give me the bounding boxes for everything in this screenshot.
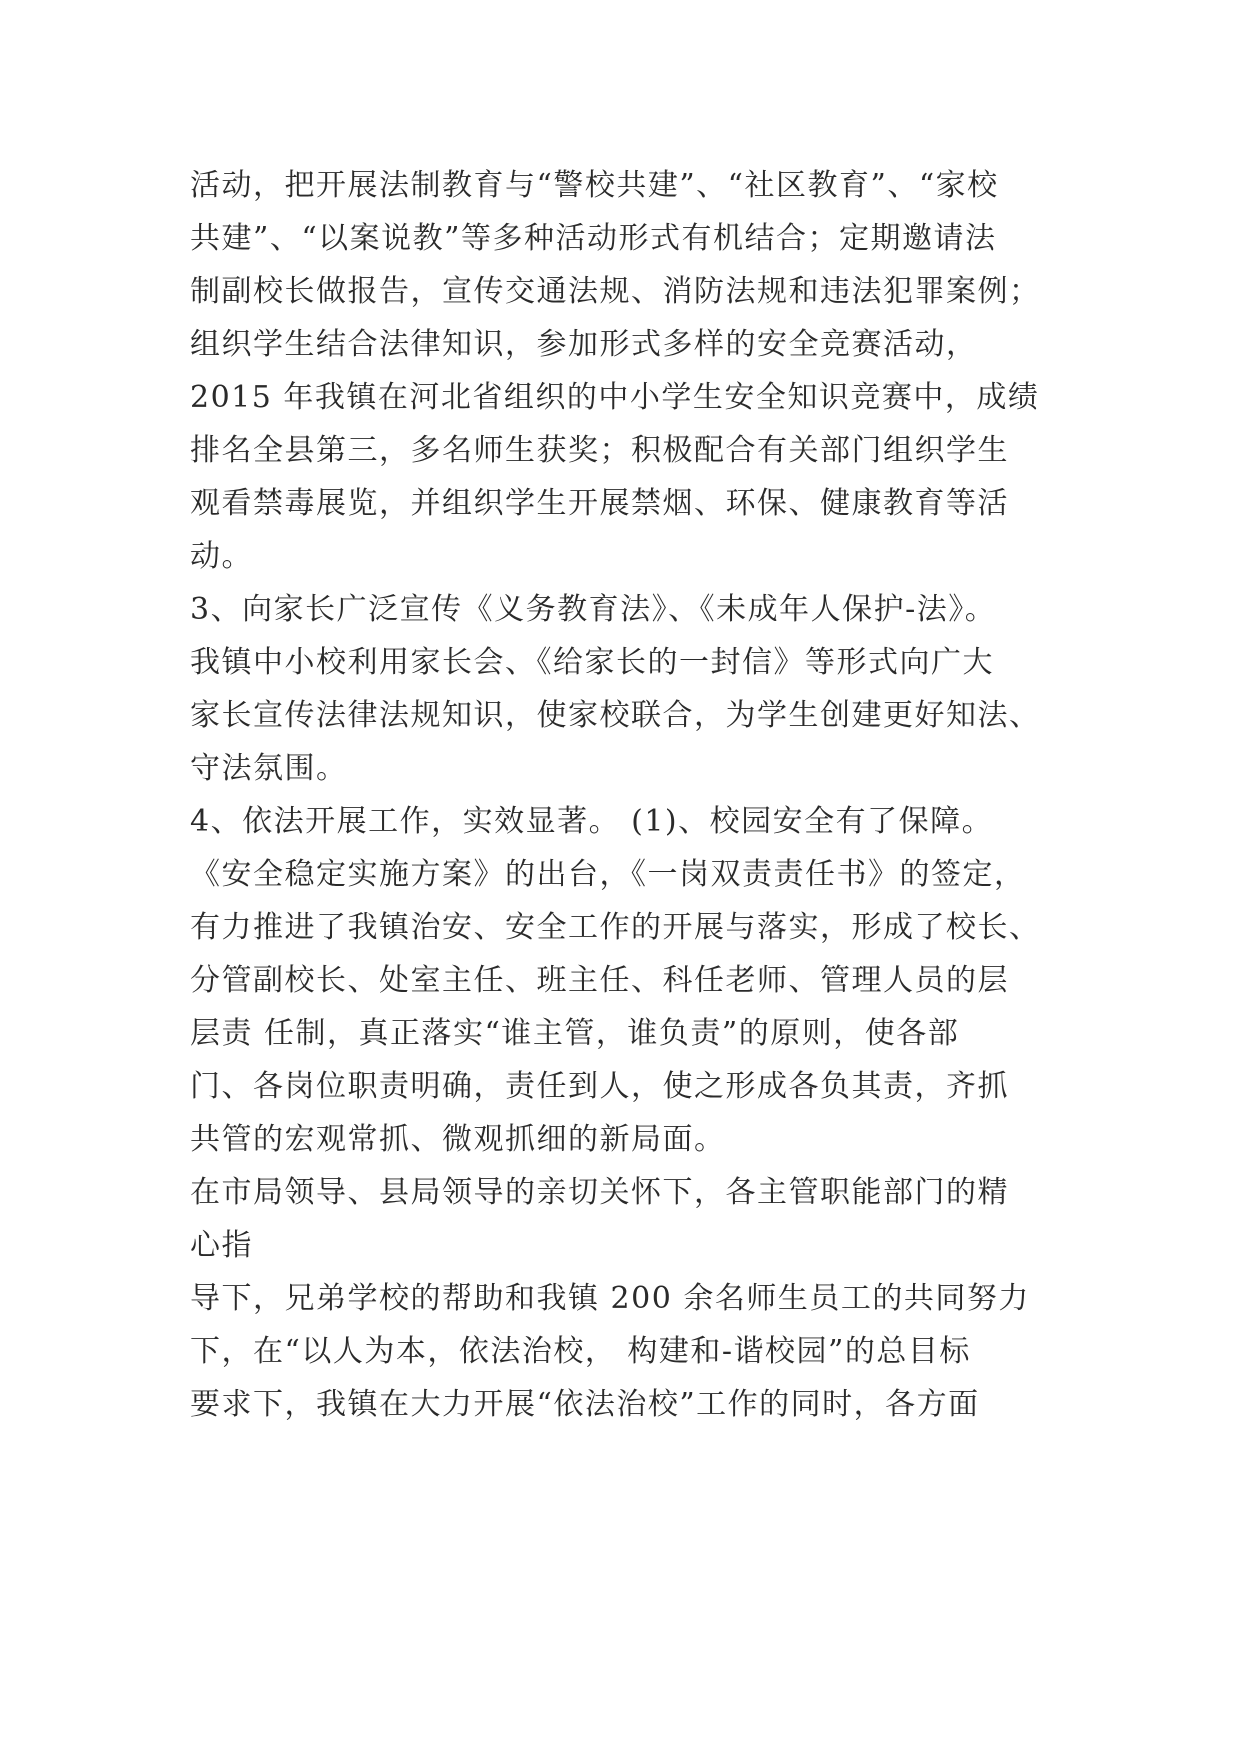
text-line: 分管副校长、处室主任、班主任、科任老师、管理人员的层 bbox=[190, 963, 1009, 998]
text-line: 心指 bbox=[190, 1228, 253, 1263]
text-line: 共建”、“以案说教”等多种活动形式有机结合；定期邀请法 bbox=[190, 221, 997, 256]
text-line: 在市局领导、县局领导的亲切关怀下，各主管职能部门的精 bbox=[190, 1175, 1009, 1210]
text-line: 《安全稳定实施方案》的出台，《一岗双责责任书》的签定， bbox=[190, 857, 1026, 892]
text-line: 门、各岗位职责明确，责任到人，使之形成各负其责，齐抓 bbox=[190, 1069, 1009, 1104]
text-line: 有力推进了我镇治安、安全工作的开展与落实，形成了校长、 bbox=[190, 910, 1041, 945]
text-line: 2015 年我镇在河北省组织的中小学生安全知识竞赛中，成绩 bbox=[190, 380, 1040, 415]
body-text bbox=[190, 159, 1070, 1431]
text-line: 3、向家长广泛宣传《义务教育法》、《未成年人保护-法》。 bbox=[190, 592, 997, 627]
text-line: 层责 任制，真正落实“谁主管，谁负责”的原则，使各部 bbox=[190, 1016, 960, 1051]
text-line: 排名全县第三，多名师生获奖；积极配合有关部门组织学生 bbox=[190, 433, 1009, 468]
text-line: 制副校长做报告，宣传交通法规、消防法规和违法犯罪案例； bbox=[190, 274, 1041, 309]
text-line: 守法氛围。 bbox=[190, 751, 348, 786]
text-line: 动。 bbox=[190, 539, 253, 574]
text-line: 活动，把开展法制教育与“警校共建”、“社区教育”、“家校 bbox=[190, 168, 999, 203]
text-line: 要求下，我镇在大力开展“依法治校”工作的同时，各方面 bbox=[190, 1387, 980, 1422]
text-line: 组织学生结合法律知识，参加形式多样的安全竞赛活动， bbox=[190, 327, 978, 362]
text-line: 4、依法开展工作，实效显著。 (1)、校园安全有了保障。 bbox=[190, 804, 994, 839]
text-line: 我镇中小校利用家长会、《给家长的一封信》等形式向广大 bbox=[190, 645, 994, 680]
text-line: 下，在“以人为本，依法治校， 构建和-谐校园”的总目标 bbox=[190, 1334, 971, 1369]
text-line: 观看禁毒展览，并组织学生开展禁烟、环保、健康教育等活 bbox=[190, 486, 1009, 521]
text-line: 共管的宏观常抓、微观抓细的新局面。 bbox=[190, 1122, 726, 1157]
text-line: 家长宣传法律法规知识，使家校联合，为学生创建更好知法、 bbox=[190, 698, 1041, 733]
text-line: 导下，兄弟学校的帮助和我镇 200 余名师生员工的共同努力 bbox=[190, 1281, 1030, 1316]
